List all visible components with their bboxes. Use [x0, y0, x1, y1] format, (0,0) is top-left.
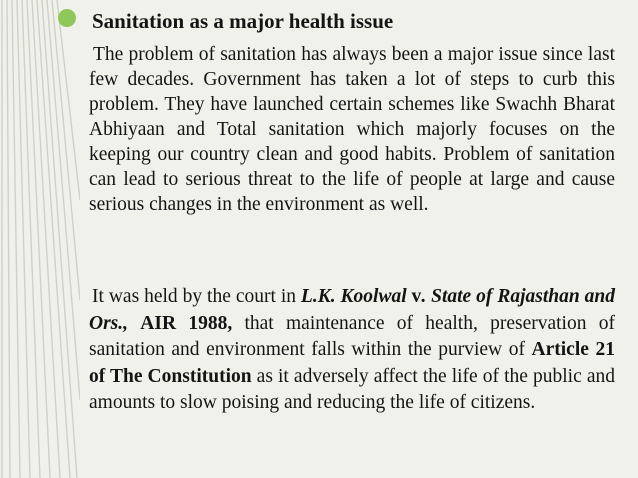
case-dot: .: [421, 286, 432, 307]
case-party-1: L.K. Koolwal: [300, 286, 407, 307]
bullet-icon: [58, 9, 76, 27]
intro-text: It was held by the court in: [92, 286, 301, 307]
paragraph-sanitation-problem: The problem of sanitation has always been a major issue since last few decades. Government has taken a lot of steps to curb this problem. They have launched certain schemes like Swachh Bharat Abhiyaan and Total sanitation which majorly focuses on the keeping our country clean and good habits. Problem of sanitation can lead to serious threat to the life of people at large and cause serious changes in the environment as well.: [89, 44, 615, 215]
paragraph-court-ruling: [89, 284, 615, 417]
versus-text: v: [406, 286, 422, 307]
decorative-stripes: [0, 0, 80, 478]
middle-text: that maintenance of health, preservation of sanitation and environment falls within the purview of: [89, 312, 615, 360]
case-party-2: State of Rajasthan and Ors.,: [89, 286, 615, 334]
slide-heading: Sanitation as a major health issue: [92, 9, 394, 33]
ending-text: as it adversely affect the life of the public and amounts to slow poising and reducing the life of citizens.: [89, 365, 615, 413]
citation: AIR 1988,: [140, 312, 233, 334]
space-text: [128, 313, 140, 334]
article-reference: Article 21 of The Constitution: [89, 339, 615, 387]
